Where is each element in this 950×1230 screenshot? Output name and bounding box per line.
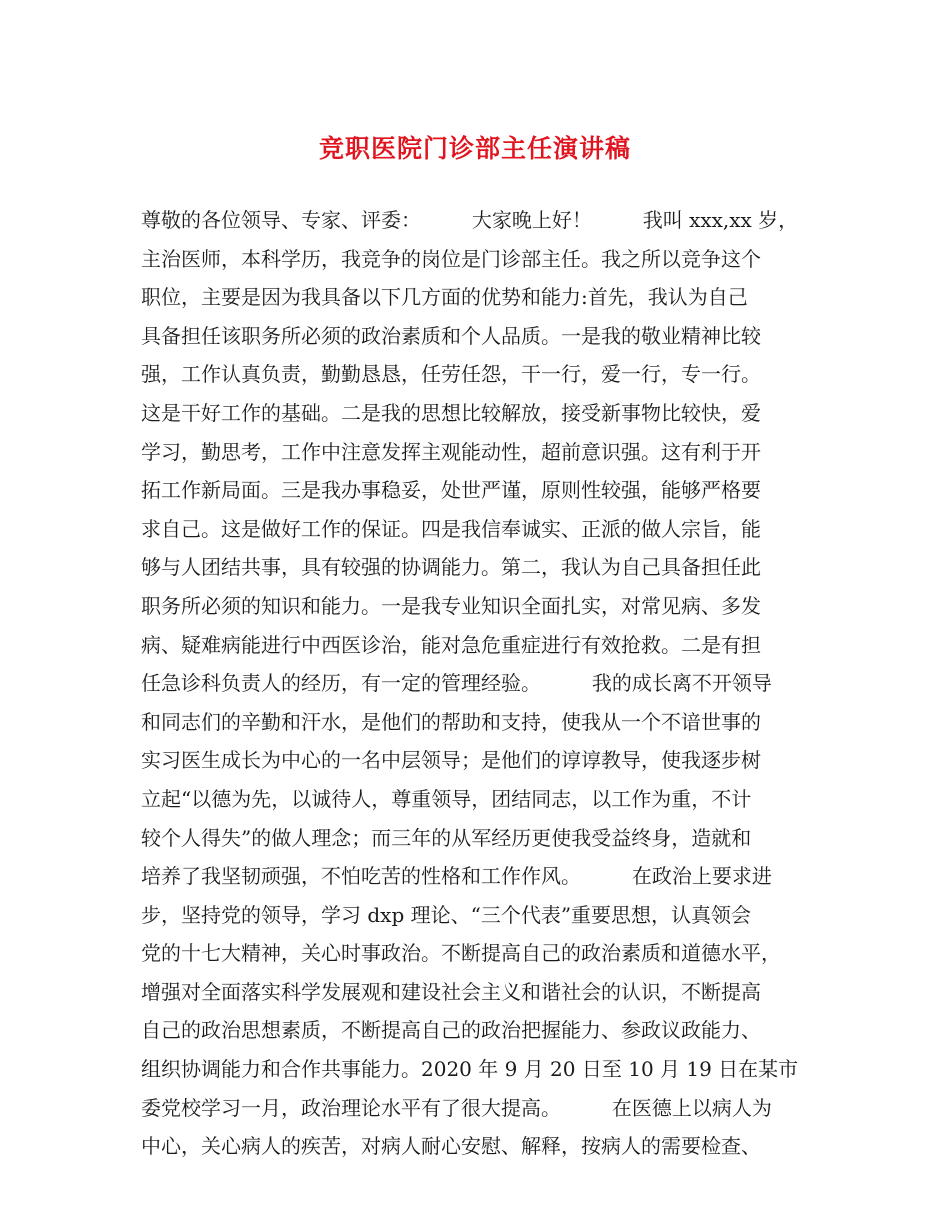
- text-line: 培养了我坚韧顽强，不怕吃苦的性格和工作作风。 在政治上要求进: [141, 864, 772, 889]
- text-line: 职位，主要是因为我具备以下几方面的优势和能力:首先，我认为自己: [141, 285, 748, 310]
- text-line: 这是干好工作的基础。二是我的思想比较解放，接受新事物比较快，爱: [141, 400, 761, 425]
- document-title: 竞职医院门诊部主任演讲稿: [318, 134, 631, 163]
- text-line: 党的十七大精神，关心时事政治。不断提高自己的政治素质和道德水平，: [141, 941, 781, 966]
- text-line: 委党校学习一月，政治理论水平有了很大提高。 在医德上以病人为: [141, 1095, 772, 1120]
- text-line: 实习医生成长为中心的一名中层领导；是他们的谆谆教导，使我逐步树: [141, 748, 761, 773]
- text-line: 具备担任该职务所必须的政治素质和个人品质。一是我的敬业精神比较: [141, 323, 761, 348]
- text-line: 步，坚持党的领导，学习 dxp 理论、“三个代表”重要思想，认真领会: [141, 902, 752, 927]
- text-line: 尊敬的各位领导、专家、评委： 大家晚上好！ 我叫 xxx,xx 岁，: [141, 208, 799, 232]
- text-line: 拓工作新局面。三是我办事稳妥，处世严谨，原则性较强，能够严格要: [141, 478, 761, 503]
- text-line: 主治医师，本科学历，我竞争的岗位是门诊部主任。我之所以竞争这个: [141, 246, 761, 271]
- text-line: 任急诊科负责人的经历，有一定的管理经验。 我的成长离不开领导: [141, 671, 772, 696]
- text-line: 学习，勤思考，工作中注意发挥主观能动性，超前意识强。这有利于开: [141, 439, 761, 464]
- speech-body: [141, 201, 831, 1166]
- text-line: 中心，关心病人的疾苦，对病人耐心安慰、解释，按病人的需要检查、: [141, 1134, 761, 1159]
- text-line: 职务所必须的知识和能力。一是我专业知识全面扎实，对常见病、多发: [141, 593, 761, 618]
- text-line: 自己的政治思想素质，不断提高自己的政治把握能力、参政议政能力、: [141, 1018, 761, 1043]
- text-line: 和同志们的辛勤和汗水，是他们的帮助和支持，使我从一个不谙世事的: [141, 709, 761, 734]
- text-line: 立起“以德为先，以诚待人，尊重领导，团结同志，以工作为重，不计: [141, 786, 752, 811]
- text-line: 组织协调能力和合作共事能力。2020 年 9 月 20 日至 10 月 19 日在某市: [141, 1057, 799, 1082]
- text-line: 较个人得失”的做人理念；而三年的从军经历更使我受益终身，造就和: [141, 825, 752, 850]
- text-line: 求自己。这是做好工作的保证。四是我信奉诚实、正派的做人宗旨，能: [141, 516, 761, 541]
- text-line: 病、疑难病能进行中西医诊治，能对急危重症进行有效抢救。二是有担: [141, 632, 761, 657]
- text-line: 增强对全面落实科学发展观和建设社会主义和谐社会的认识，不断提高: [141, 979, 761, 1004]
- text-line: 强，工作认真负责，勤勤恳恳，任劳任怨，干一行，爱一行，专一行。: [141, 362, 761, 387]
- text-line: 够与人团结共事，具有较强的协调能力。第二，我认为自己具备担任此: [141, 555, 761, 580]
